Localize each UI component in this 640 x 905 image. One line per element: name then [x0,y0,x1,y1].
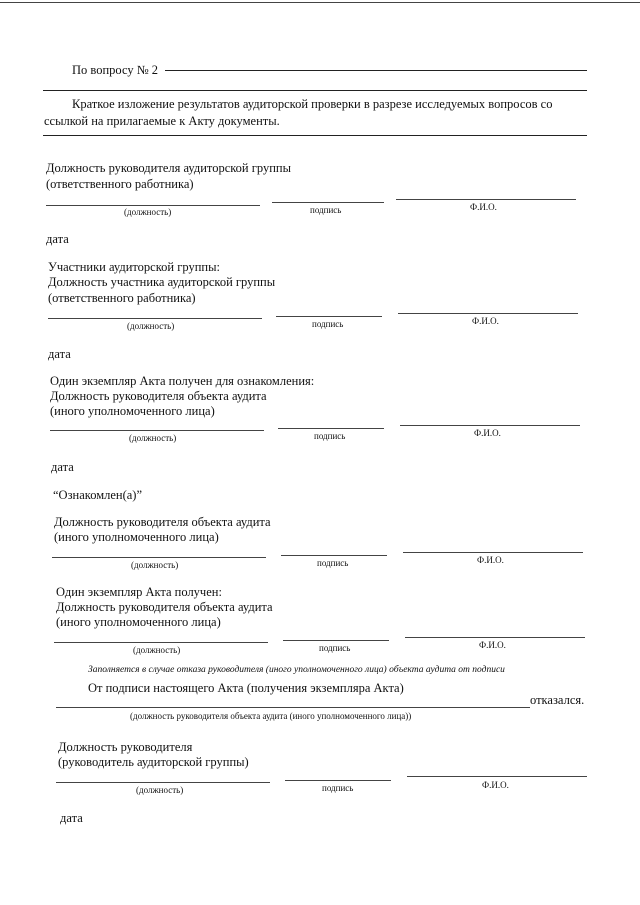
block3-signature-caption: подпись [314,431,346,441]
block5-line-1: Один экземпляр Акта получен: [56,585,222,599]
block2-fio-caption: Ф.И.О. [472,316,499,326]
block1-signature-caption: подпись [310,205,342,215]
block5-signature-line [283,640,389,641]
refusal-line: От подписи настоящего Акта (получения экземпляра Акта) [88,681,404,695]
block3-line-3: (иного уполномоченного лица) [50,404,215,418]
block2-line-2: Должность участника аудиторской группы [48,275,276,289]
block4-signature-line [281,555,387,556]
block1-signature-line [272,202,384,203]
summary-line-2: ссылкой на прилагаемые к Акту документы. [44,114,280,128]
block6-date: дата [60,811,83,825]
block2-line-1: Участники аудиторской группы: [48,260,220,274]
block3-line-1: Один экземпляр Акта получен для ознакомления: [50,374,315,388]
question-label: По вопросу № 2 [72,63,159,77]
block5-position-caption: (должность) [133,645,181,655]
block2-signature-caption: подпись [312,319,344,329]
block3-signature-line [278,428,384,429]
block4-position-caption: (должность) [131,560,179,570]
summary-line-1: Краткое изложение результатов аудиторской проверки в разрезе исследуемых вопросов со [72,97,553,111]
block4-heading: “Ознакомлен(а)” [53,488,143,502]
block2-line-3: (ответственного работника) [48,291,196,305]
refusal-signature-line [56,707,530,708]
block3-fio-line [400,425,580,426]
block1-date: дата [46,232,69,246]
refusal-refused: отказался. [530,693,585,707]
block1-fio-caption: Ф.И.О. [470,202,497,212]
block5-fio-caption: Ф.И.О. [479,640,506,650]
block3-position-caption: (должность) [129,433,177,443]
block6-position-line [56,782,270,783]
block5-fio-line [405,637,585,638]
block1-line-2: (ответственного работника) [46,177,194,191]
block4-line-1: Должность руководителя объекта аудита [54,515,271,529]
block5-signature-caption: подпись [319,643,351,653]
block2-date: дата [48,347,71,361]
block3-position-line [50,430,264,431]
block6-signature-line [285,780,391,781]
block4-fio-line [403,552,583,553]
block6-fio-caption: Ф.И.О. [482,780,509,790]
block1-position-line [46,205,260,206]
block6-line-1: Должность руководителя [58,740,193,754]
block6-line-2: (руководитель аудиторской группы) [58,755,249,769]
block1-position-caption: (должность) [124,207,172,217]
block2-fio-line [398,313,578,314]
block5-line-3: (иного уполномоченного лица) [56,615,221,629]
block3-date: дата [51,460,74,474]
block1-fio-line [396,199,576,200]
refusal-note: Заполняется в случае отказа руководителя (иного уполномоченного лица) объекта аудита от подписи [88,665,505,675]
question-line-2 [43,90,587,91]
block1-line-1: Должность руководителя аудиторской группы [46,161,291,175]
block3-fio-caption: Ф.И.О. [474,428,501,438]
block4-line-2: (иного уполномоченного лица) [54,530,219,544]
block4-fio-caption: Ф.И.О. [477,555,504,565]
block2-position-caption: (должность) [127,321,175,331]
block5-position-line [54,642,268,643]
refusal-caption: (должность руководителя объекта аудита (иного уполномоченного лица)) [130,711,412,721]
block4-signature-caption: подпись [317,558,349,568]
block6-signature-caption: подпись [322,783,354,793]
summary-rule [43,135,587,136]
block5-line-2: Должность руководителя объекта аудита [56,600,273,614]
block2-position-line [48,318,262,319]
question-line-1 [165,70,587,71]
block2-signature-line [276,316,382,317]
block3-line-2: Должность руководителя объекта аудита [50,389,267,403]
block6-position-caption: (должность) [136,785,184,795]
top-border [0,2,640,3]
block4-position-line [52,557,266,558]
block6-fio-line [407,776,587,777]
